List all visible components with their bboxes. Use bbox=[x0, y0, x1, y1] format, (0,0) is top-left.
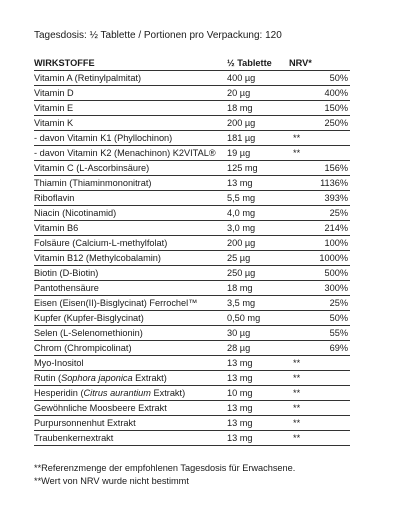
table-row bbox=[34, 71, 350, 86]
ingredient-nrv: ** bbox=[293, 132, 301, 143]
ingredient-nrv: ** bbox=[293, 432, 301, 443]
ingredient-name: Pantothensäure bbox=[34, 281, 227, 296]
ingredient-nrv-cell bbox=[289, 86, 350, 101]
table-row bbox=[34, 161, 350, 176]
ingredient-nrv-cell bbox=[289, 146, 350, 161]
ingredient-nrv: ** bbox=[293, 147, 301, 158]
ingredient-nrv-cell bbox=[289, 281, 350, 296]
ingredient-nrv: 69% bbox=[329, 342, 348, 353]
ingredient-nrv-cell bbox=[289, 386, 350, 401]
table-row bbox=[34, 311, 350, 326]
ingredient-amount: 400 µg bbox=[227, 71, 289, 86]
ingredient-nrv-cell bbox=[289, 161, 350, 176]
ingredient-nrv-cell bbox=[289, 311, 350, 326]
ingredient-nrv: 1136% bbox=[320, 177, 348, 188]
ingredient-amount: 13 mg bbox=[227, 401, 289, 416]
ingredient-nrv-cell bbox=[289, 116, 350, 131]
ingredient-amount: 200 µg bbox=[227, 116, 289, 131]
ingredient-amount: 3,5 mg bbox=[227, 296, 289, 311]
ingredient-nrv-cell bbox=[289, 401, 350, 416]
ingredient-name: Myo-Inositol bbox=[34, 356, 227, 371]
footnote-reference-amount: **Referenzmenge der empfohlenen Tagesdosis für Erwachsene. bbox=[34, 463, 296, 473]
ingredient-amount: 18 mg bbox=[227, 101, 289, 116]
ingredient-nrv-cell bbox=[289, 206, 350, 221]
ingredient-name: Eisen (Eisen(II)-Bisglycinat) Ferrochel™ bbox=[34, 296, 227, 311]
table-row bbox=[34, 236, 350, 251]
ingredient-nrv-cell bbox=[289, 176, 350, 191]
ingredient-amount: 181 µg bbox=[227, 131, 289, 146]
ingredient-name: Selen (L-Selenomethionin) bbox=[34, 326, 227, 341]
ingredient-nrv: 50% bbox=[329, 72, 348, 83]
ingredient-name: Niacin (Nicotinamid) bbox=[34, 206, 227, 221]
ingredient-name: Vitamin B12 (Methylcobalamin) bbox=[34, 251, 227, 266]
ingredient-name-part: Hesperidin ( bbox=[34, 387, 84, 398]
ingredient-amount: 3,0 mg bbox=[227, 221, 289, 236]
ingredient-name-part: Rutin ( bbox=[34, 372, 62, 383]
table-row bbox=[34, 101, 350, 116]
ingredient-amount: 13 mg bbox=[227, 356, 289, 371]
table-row bbox=[34, 221, 350, 236]
ingredient-nrv: 1000% bbox=[319, 252, 348, 263]
table-row bbox=[34, 266, 350, 281]
ingredient-name-latin: Citrus aurantium bbox=[83, 387, 151, 398]
ingredient-name: Purpursonnenhut Extrakt bbox=[34, 416, 227, 431]
table-row bbox=[34, 206, 350, 221]
ingredient-nrv: 25% bbox=[329, 207, 348, 218]
ingredient-name: Vitamin D bbox=[34, 86, 227, 101]
table-row bbox=[34, 281, 350, 296]
ingredient-name: Vitamin A (Retinylpalmitat) bbox=[34, 71, 227, 86]
table-row bbox=[34, 146, 350, 161]
ingredient-amount: 19 µg bbox=[227, 146, 289, 161]
ingredient-name: - davon Vitamin K2 (Menachinon) K2VITAL® bbox=[34, 146, 227, 161]
ingredient-nrv: ** bbox=[293, 387, 301, 398]
ingredient-nrv: 25% bbox=[329, 297, 348, 308]
ingredient-nrv: 150% bbox=[324, 102, 348, 113]
ingredient-nrv-cell bbox=[289, 416, 350, 431]
header-amount: ½ Tablette bbox=[227, 56, 289, 71]
ingredient-nrv-cell bbox=[289, 131, 350, 146]
ingredient-amount: 125 mg bbox=[227, 161, 289, 176]
ingredient-name: Traubenkernextrakt bbox=[34, 431, 227, 446]
table-row bbox=[34, 356, 350, 371]
ingredient-amount: 30 µg bbox=[227, 326, 289, 341]
ingredient-amount: 25 µg bbox=[227, 251, 289, 266]
ingredient-name: Biotin (D-Biotin) bbox=[34, 266, 227, 281]
table-row bbox=[34, 326, 350, 341]
ingredient-nrv: 393% bbox=[324, 192, 348, 203]
ingredient-nrv-cell bbox=[289, 431, 350, 446]
ingredient-nrv-cell bbox=[289, 341, 350, 356]
ingredient-nrv: ** bbox=[293, 372, 301, 383]
ingredient-amount: 4,0 mg bbox=[227, 206, 289, 221]
ingredient-nrv: 300% bbox=[324, 282, 348, 293]
ingredient-amount: 5,5 mg bbox=[227, 191, 289, 206]
footnotes bbox=[34, 462, 411, 488]
ingredient-amount: 250 µg bbox=[227, 266, 289, 281]
daily-dose-line: Tagesdosis: ½ Tablette / Portionen pro Verpackung: 120 bbox=[34, 30, 282, 41]
ingredient-nrv-cell bbox=[289, 221, 350, 236]
footnote-nrv-not-determined: **Wert von NRV wurde nicht bestimmt bbox=[34, 476, 189, 486]
table-row bbox=[34, 296, 350, 311]
ingredient-amount: 28 µg bbox=[227, 341, 289, 356]
table-row bbox=[34, 191, 350, 206]
ingredient-amount: 13 mg bbox=[227, 176, 289, 191]
ingredient-name: Folsäure (Calcium-L-methylfolat) bbox=[34, 236, 227, 251]
ingredient-name-part: Extrakt) bbox=[150, 387, 186, 398]
table-row bbox=[34, 341, 350, 356]
ingredient-nrv-cell bbox=[289, 191, 350, 206]
ingredient-name: Chrom (Chrompicolinat) bbox=[34, 341, 227, 356]
ingredient-nrv-cell bbox=[289, 266, 350, 281]
ingredient-nrv: 50% bbox=[329, 312, 348, 323]
ingredient-amount: 20 µg bbox=[227, 86, 289, 101]
table-row bbox=[34, 176, 350, 191]
ingredient-name: Vitamin C (L-Ascorbinsäure) bbox=[34, 161, 227, 176]
ingredient-nrv-cell bbox=[289, 296, 350, 311]
ingredient-name: Riboflavin bbox=[34, 191, 227, 206]
ingredient-name: Vitamin B6 bbox=[34, 221, 227, 236]
ingredient-nrv-cell bbox=[289, 101, 350, 116]
table-row bbox=[34, 131, 350, 146]
table-row bbox=[34, 416, 350, 431]
ingredient-nrv-cell bbox=[289, 71, 350, 86]
table-row bbox=[34, 401, 350, 416]
ingredient-name-latin: Sophora japonica bbox=[61, 372, 133, 383]
table-row bbox=[34, 116, 350, 131]
ingredient-amount: 10 mg bbox=[227, 386, 289, 401]
table-header-row bbox=[34, 56, 350, 71]
table-row bbox=[34, 431, 350, 446]
ingredient-nrv-cell bbox=[289, 371, 350, 386]
table-row bbox=[34, 86, 350, 101]
ingredient-name: Vitamin E bbox=[34, 101, 227, 116]
ingredient-amount: 13 mg bbox=[227, 416, 289, 431]
table-row bbox=[34, 386, 350, 401]
ingredient-nrv: 400% bbox=[324, 87, 348, 98]
ingredient-name: Thiamin (Thiaminmononitrat) bbox=[34, 176, 227, 191]
ingredient-name-part: Extrakt) bbox=[132, 372, 167, 383]
ingredient-amount: 200 µg bbox=[227, 236, 289, 251]
ingredient-name: Gewöhnliche Moosbeere Extrakt bbox=[34, 401, 227, 416]
ingredient-nrv: 214% bbox=[324, 222, 348, 233]
ingredient-nrv: 55% bbox=[329, 327, 348, 338]
table-row bbox=[34, 251, 350, 266]
ingredient-nrv-cell bbox=[289, 251, 350, 266]
ingredient-nrv: 100% bbox=[324, 237, 348, 248]
nutrient-table bbox=[34, 56, 350, 446]
ingredient-nrv: ** bbox=[293, 417, 301, 428]
ingredient-name bbox=[34, 386, 227, 401]
ingredient-nrv-cell bbox=[289, 326, 350, 341]
ingredient-nrv: 500% bbox=[324, 267, 348, 278]
ingredient-nrv-cell bbox=[289, 236, 350, 251]
table-row bbox=[34, 371, 350, 386]
ingredient-nrv: 250% bbox=[324, 117, 348, 128]
ingredient-amount: 13 mg bbox=[227, 371, 289, 386]
ingredient-nrv: ** bbox=[293, 402, 301, 413]
ingredient-nrv: 156% bbox=[324, 162, 348, 173]
ingredient-name: - davon Vitamin K1 (Phyllochinon) bbox=[34, 131, 227, 146]
ingredient-amount: 13 mg bbox=[227, 431, 289, 446]
ingredient-nrv-cell bbox=[289, 356, 350, 371]
ingredient-name: Vitamin K bbox=[34, 116, 227, 131]
ingredient-name: Kupfer (Kupfer-Bisglycinat) bbox=[34, 311, 227, 326]
ingredient-amount: 0,50 mg bbox=[227, 311, 289, 326]
ingredient-amount: 18 mg bbox=[227, 281, 289, 296]
ingredient-nrv: ** bbox=[293, 357, 301, 368]
ingredient-name bbox=[34, 371, 227, 386]
header-nrv: NRV* bbox=[289, 56, 350, 71]
header-ingredients: WIRKSTOFFE bbox=[34, 56, 227, 71]
nutrient-table-body bbox=[34, 71, 350, 446]
